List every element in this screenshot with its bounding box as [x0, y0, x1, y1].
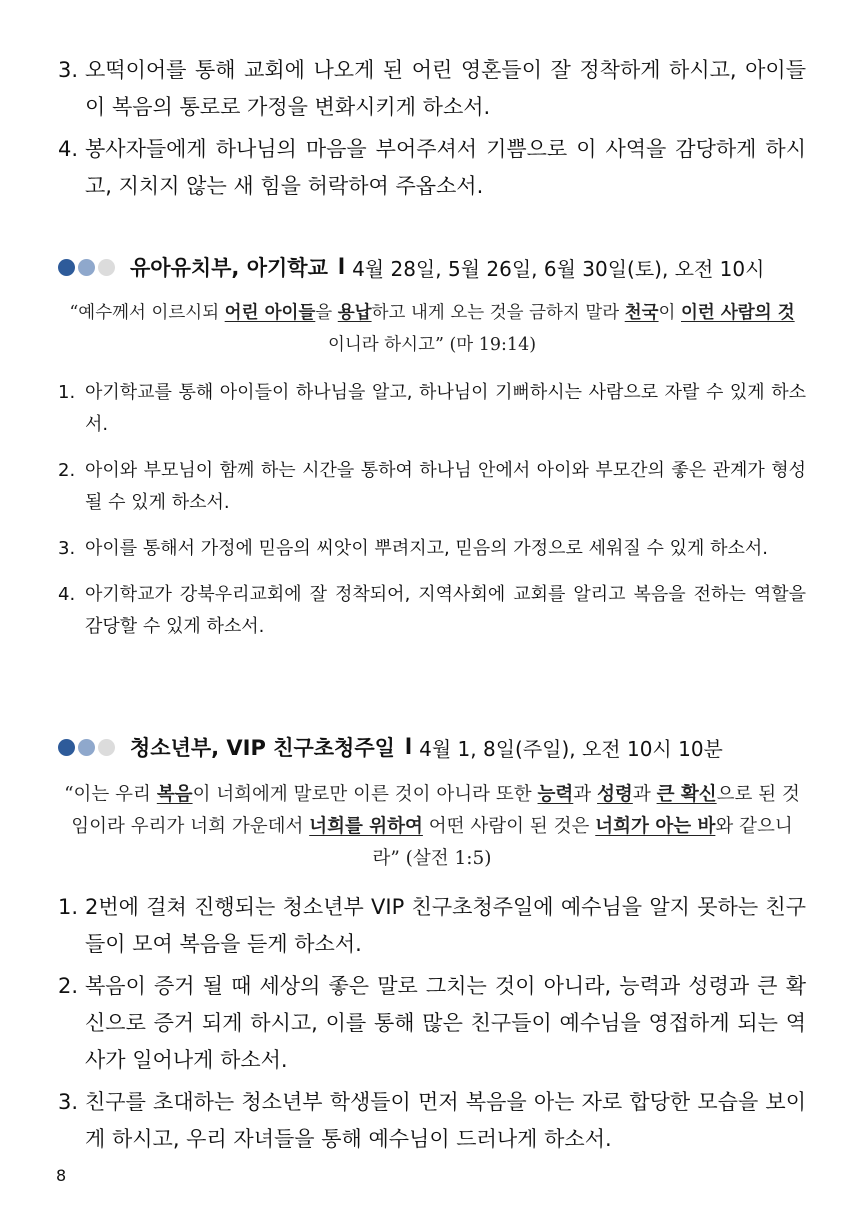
top-prayer-list — [58, 52, 806, 210]
item-number: 3. — [58, 1090, 79, 1114]
verse-text: “이는 우리 — [64, 784, 157, 805]
list-item — [58, 968, 806, 1079]
dot-light — [98, 259, 115, 276]
youth-prayer-list — [58, 889, 806, 1163]
verse-text: 과 — [632, 784, 657, 805]
verse-text: 으로 된 것임이라 우리가 너희 가운데서 — [71, 784, 800, 837]
item-text: 아이를 통해서 가정에 믿음의 씨앗이 뿌려지고, 믿음의 가정으로 세워질 수 있게 하소서. — [85, 538, 768, 559]
verse-text: “예수께서 이르시되 — [69, 303, 225, 323]
item-text: 오떡이어를 통해 교회에 나오게 된 어린 영혼들이 잘 정착하게 하시고, 아이들이 복음의 통로로 가정을 변화시키게 하소서. — [85, 58, 806, 119]
verse-emphasis: 큰 확신 — [656, 784, 717, 805]
item-number: 4. — [58, 137, 79, 161]
list-item — [58, 131, 806, 205]
list-item — [58, 455, 806, 519]
page-number: 8 — [56, 1166, 67, 1185]
verse-emphasis: 천국 — [624, 303, 659, 323]
verse-emphasis: 복음 — [156, 784, 193, 805]
item-number: 1. — [58, 382, 76, 403]
item-text: 친구를 초대하는 청소년부 학생들이 먼저 복음을 아는 자로 합당한 모습을 보이게 하시고, 우리 자녀들을 통해 예수님이 드러나게 하소서. — [85, 1090, 806, 1151]
item-number: 2. — [58, 974, 79, 998]
scripture-verse — [58, 297, 806, 361]
list-item — [58, 52, 806, 126]
item-number: 2. — [58, 460, 76, 481]
dot-dark — [58, 259, 75, 276]
section-title: 청소년부, VIP 친구초청주일 — [130, 736, 395, 760]
list-item — [58, 377, 806, 441]
verse-text: 이니라 하시고” (마 19:14) — [327, 335, 537, 355]
section-heading-preschool — [58, 251, 818, 283]
verse-text: 하고 내게 오는 것을 금하지 말라 — [371, 303, 625, 323]
item-text: 아이와 부모님이 함께 하는 시간을 통하여 하나님 안에서 아이와 부모간의 좋은 관계가 형성될 수 있게 하소서. — [85, 460, 806, 513]
item-number: 3. — [58, 538, 76, 559]
verse-text: 과 — [573, 784, 598, 805]
dot-mid — [78, 739, 95, 756]
verse-emphasis: 이런 사람의 것 — [681, 303, 795, 323]
item-text: 봉사자들에게 하나님의 마음을 부어주셔서 기쁨으로 이 사역을 감당하게 하시고, 지치지 않는 새 힘을 허락하여 주옵소서. — [85, 137, 806, 198]
section-date: 4월 1, 8일(주일), 오전 10시 10분 — [419, 736, 723, 761]
item-number: 1. — [58, 895, 79, 919]
item-number: 3. — [58, 58, 79, 82]
preschool-prayer-list — [58, 377, 806, 657]
verse-text: 어떤 사람이 된 것은 — [422, 816, 596, 837]
verse-emphasis: 너희가 아는 바 — [595, 816, 716, 837]
section-heading-youth — [58, 731, 818, 763]
verse-emphasis: 용납 — [337, 303, 372, 323]
dot-dark — [58, 739, 75, 756]
section-date: 4월 28일, 5월 26일, 6월 30일(토), 오전 10시 — [352, 256, 765, 281]
verse-emphasis: 어린 아이들 — [224, 303, 316, 323]
scripture-verse — [58, 779, 806, 875]
verse-text: 을 — [315, 303, 338, 323]
verse-emphasis: 너희를 위하여 — [309, 816, 423, 837]
item-text: 복음이 증거 될 때 세상의 좋은 말로 그치는 것이 아니라, 능력과 성령과 큰 확신으로 증거 되게 하시고, 이를 통해 많은 친구들이 예수님을 영접하게 되는 역사가 일어나게 하소서. — [85, 974, 806, 1072]
verse-emphasis: 성령 — [597, 784, 633, 805]
list-item — [58, 889, 806, 963]
dot-mid — [78, 259, 95, 276]
item-text: 아기학교가 강북우리교회에 잘 정착되어, 지역사회에 교회를 알리고 복음을 전하는 역할을 감당할 수 있게 하소서. — [85, 584, 806, 637]
section-separator: l — [404, 735, 413, 759]
section-separator: l — [337, 255, 346, 279]
verse-text: 이 — [658, 303, 681, 323]
list-item — [58, 579, 806, 643]
item-text: 2번에 걸쳐 진행되는 청소년부 VIP 친구초청주일에 예수님을 알지 못하는 친구들이 모여 복음을 듣게 하소서. — [85, 895, 806, 956]
item-text: 아기학교를 통해 아이들이 하나님을 알고, 하나님이 기뻐하시는 사람으로 자랄 수 있게 하소서. — [85, 382, 806, 435]
list-item — [58, 1084, 806, 1158]
item-number: 4. — [58, 584, 76, 605]
heading-dots-icon — [58, 739, 118, 756]
verse-text: 이 너희에게 말로만 이른 것이 아니라 또한 — [192, 784, 538, 805]
list-item — [58, 533, 806, 565]
verse-emphasis: 능력 — [537, 784, 574, 805]
heading-dots-icon — [58, 259, 118, 276]
section-title: 유아유치부, 아기학교 — [130, 256, 328, 280]
verse-text: 와 같으니라” (살전 1:5) — [372, 816, 793, 869]
dot-light — [98, 739, 115, 756]
